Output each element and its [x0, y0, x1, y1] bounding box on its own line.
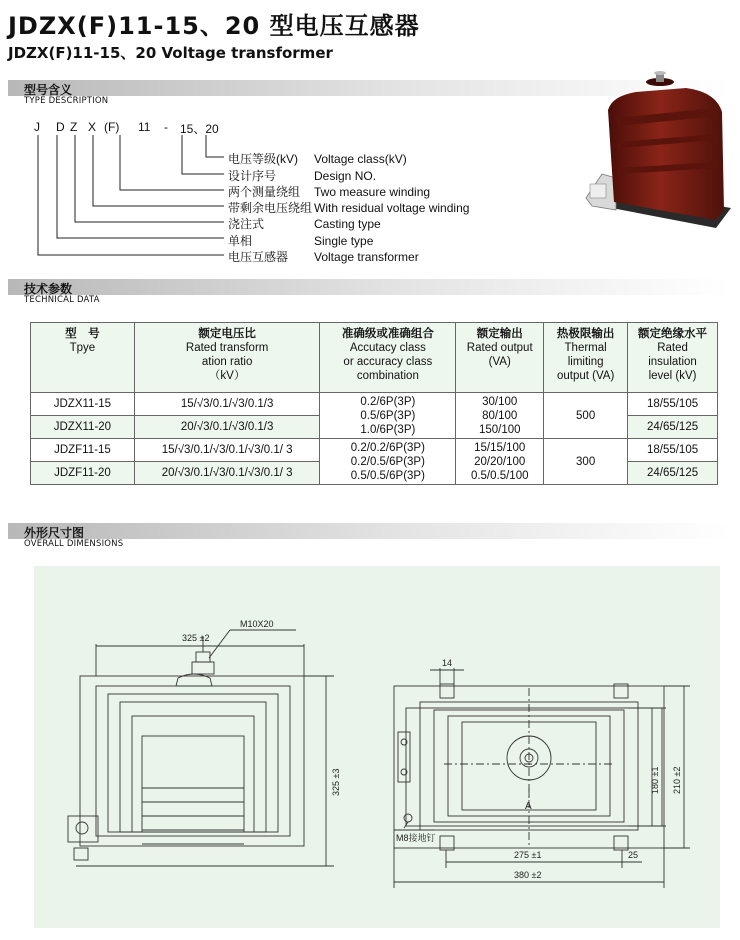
section-title-en: TECHNICAL DATA	[24, 295, 100, 305]
overall-dimensions-header	[8, 523, 730, 547]
col-header-ratio: 额定电压比 Rated transform ation ratio （kV）	[134, 323, 320, 393]
col-header-output: 额定输出 Rated output (VA)	[456, 323, 544, 393]
section-title-en: OVERALL DIMENSIONS	[24, 539, 124, 549]
code-z: Z	[70, 120, 78, 134]
code-15-20: 15、20	[180, 122, 219, 136]
table-row: JDZX11-15 15/√3/0.1/√3/0.1/3 0.2/6P(3P) 0.5/6P(3P) 1.0/6P(3P) 30/100 80/100 150/100 500 18/55/105	[31, 393, 718, 416]
desc-two-measure: 两个测量绕组 Two measure winding	[228, 185, 431, 199]
output-group-1: 30/100 80/100 150/100	[456, 393, 544, 439]
desc-design-no: 设计序号 Design NO.	[228, 169, 377, 183]
col-header-thermal: 热极限输出 Thermal limiting output (VA)	[544, 323, 628, 393]
technical-data-table	[30, 322, 718, 485]
section-title-cn: 型号含义	[24, 83, 73, 97]
dimension-svg	[34, 566, 720, 928]
table-row: JDZF11-15 15/√3/0.1/√3/0.1/√3/0.1/ 3 0.2/0.2/6P(3P) 0.2/0.5/6P(3P) 0.5/0.5/6P(3P) 15/15/100 20/20/100 0.5/0.5/100 300 18/55/105	[31, 439, 718, 462]
page-subtitle: JDZX(F)11-15、20 Voltage transformer	[8, 44, 333, 62]
code-d: D	[56, 120, 65, 134]
technical-data-header	[8, 279, 730, 303]
desc-residual: 带剩余电压绕组 With residual voltage winding	[228, 201, 470, 215]
view-arrow-a: A	[525, 801, 532, 812]
code-11: 11	[138, 120, 151, 134]
dim-275: 275 ±1	[514, 850, 542, 860]
dim-25: 25	[628, 850, 639, 860]
code-x: X	[88, 120, 97, 134]
dim-14: 14	[442, 658, 453, 668]
desc-single: 单相 Single type	[228, 234, 374, 248]
accuracy-group-1: 0.2/6P(3P) 0.5/6P(3P) 1.0/6P(3P)	[320, 393, 456, 439]
section-title-cn: 外形尺寸图	[24, 526, 85, 540]
col-header-insulation: 额定绝缘水平 Rated insulation level (kV)	[628, 323, 718, 393]
dim-bolt: M10X20	[240, 619, 274, 629]
desc-voltage-class: 电压等级(kV) Voltage class(kV)	[228, 152, 407, 166]
front-outline	[80, 676, 304, 846]
col-header-accuracy: 准确级或准确组合 Accutacy class or accuracy class combination	[320, 323, 456, 393]
product-photo	[566, 70, 736, 240]
desc-casting: 浇注式 Casting type	[228, 217, 381, 231]
dim-180: 180 ±1	[650, 766, 660, 794]
dim-325-height: 325 ±3	[331, 768, 341, 796]
table-row: JDZX11-20 20/√3/0.1/√3/0.1/3 24/65/125	[31, 416, 718, 439]
code-j: J	[34, 120, 40, 134]
table-header-row	[31, 323, 718, 393]
section-bar	[8, 523, 730, 539]
model-code-brackets	[20, 115, 230, 265]
dim-325-width: 325 ±2	[182, 633, 210, 643]
page-title: JDZX(F)11-15、20 型电压互感器	[8, 12, 420, 40]
thermal-group-1: 500	[544, 393, 628, 439]
dim-380: 380 ±2	[514, 870, 542, 880]
desc-voltage-transformer: 电压互感器 Voltage transformer	[228, 250, 419, 264]
table-row: JDZF11-20 20/√3/0.1/√3/0.1/√3/0.1/ 3 24/65/125	[31, 462, 718, 485]
code-dash: -	[164, 120, 168, 134]
section-title-en: TYPE DESCRIPTION	[24, 96, 109, 106]
section-title-cn: 技术参数	[24, 282, 73, 296]
thermal-group-2: 300	[544, 439, 628, 485]
col-header-model: 型 号 Tpye	[31, 323, 135, 393]
output-group-2: 15/15/100 20/20/100 0.5/0.5/100	[456, 439, 544, 485]
section-bar	[8, 279, 730, 295]
dim-210: 210 ±2	[672, 766, 682, 794]
dimension-drawing	[34, 566, 720, 928]
ground-stud-label: M8接地钉	[396, 833, 436, 843]
code-f: (F)	[104, 120, 120, 134]
accuracy-group-2: 0.2/0.2/6P(3P) 0.2/0.5/6P(3P) 0.5/0.5/6P(3P)	[320, 439, 456, 485]
